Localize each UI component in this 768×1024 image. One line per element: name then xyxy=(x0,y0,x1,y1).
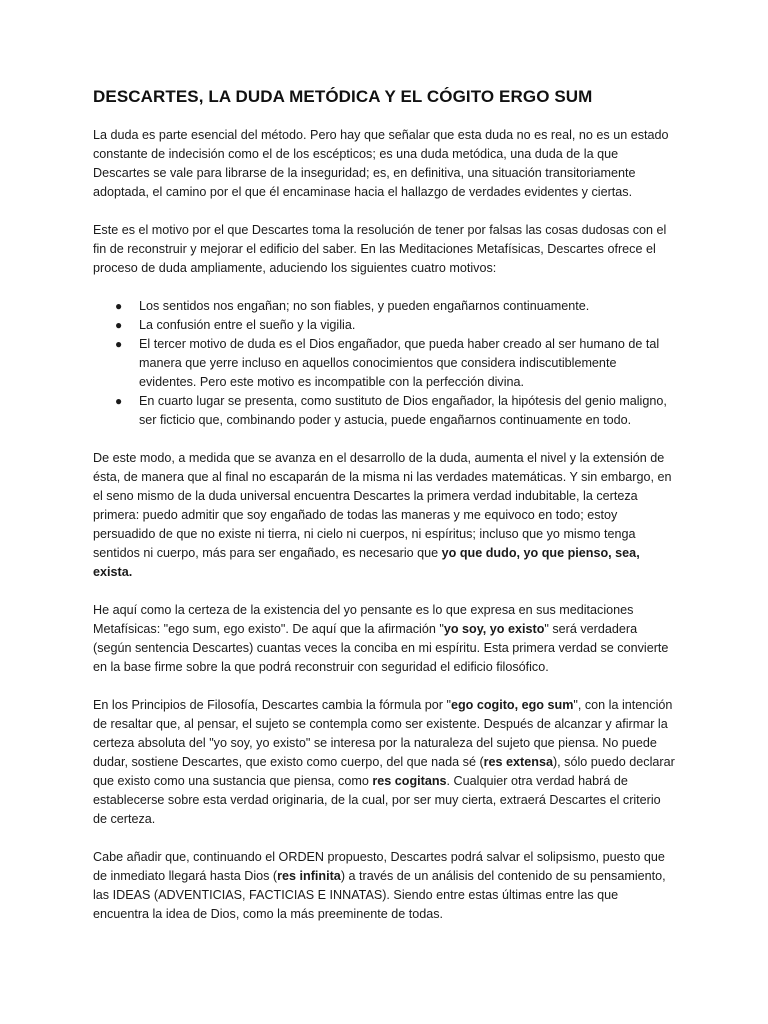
bullet-icon: ● xyxy=(115,318,123,332)
paragraph-5-bold-1: ego cogito, ego sum xyxy=(450,698,574,712)
paragraph-6-bold: res infinita xyxy=(277,869,341,883)
list-item xyxy=(93,392,677,430)
paragraph-4 xyxy=(93,601,677,677)
motives-list xyxy=(93,297,677,430)
paragraph-3 xyxy=(93,449,677,582)
paragraph-5-text-c: ), sólo puedo declarar que existo como una sustancia que piensa, como xyxy=(93,755,675,788)
list-item-text: La confusión entre el sueño y la vigilia. xyxy=(139,318,356,332)
list-item-text: En cuarto lugar se presenta, como sustituto de Dios engañador, la hipótesis del genio maligno, ser ficticio que, combinando poder y astucia, puede engañarnos continuamente en todo. xyxy=(139,394,667,427)
paragraph-3-bold: yo que dudo, yo que pienso, sea, exista. xyxy=(93,546,640,579)
paragraph-3-text: De este modo, a medida que se avanza en el desarrollo de la duda, aumenta el nivel y la extensión de ésta, de manera que al final no escaparán de la misma ni las verdades matemáticas. Y sin embargo, en el seno mismo de la duda universal encuentra Descartes la primera verdad indubitable, la certeza primera: puedo admitir que soy engañado de todas las maneras y me equivoco en todo; estoy persuadido de que no existe ni tierra, ni cielo ni cuerpos, ni espíritus; incluso que yo mismo tenga sentidos ni cuerpo, más para ser engañado, es necesario que xyxy=(93,451,672,560)
paragraph-4-text-a: He aquí como la certeza de la existencia del yo pensante es lo que expresa en sus meditaciones Metafísicas: "ego sum, ego existo". De aquí que la afirmación " xyxy=(93,603,634,636)
list-item xyxy=(93,297,677,316)
document-title: DESCARTES, LA DUDA METÓDICA Y EL CÓGITO ERGO SUM xyxy=(93,87,593,106)
paragraph-6-text-b: ) a través de un análisis del contenido de su pensamiento, las IDEAS (ADVENTICIAS, FACTICIAS E INNATAS). Siendo entre estas últimas entre las que encuentra la idea de Dios, como la más preeminente de todas. xyxy=(93,869,666,921)
paragraph-5-bold-3: res cogitans xyxy=(372,774,447,788)
list-item xyxy=(93,335,677,392)
list-item-text: El tercer motivo de duda es el Dios engañador, que pueda haber creado al ser humano de tal manera que yerre incluso en aquellos conocimientos que considera indiscutiblemente evidentes. Pero este motivo es incompatible con la perfección divina. xyxy=(139,337,660,389)
paragraph-5-text-a: En los Principios de Filosofía, Descartes cambia la fórmula por " xyxy=(93,698,451,712)
paragraph-2: Este es el motivo por el que Descartes toma la resolución de tener por falsas las cosas dudosas con el fin de reconstruir y mejorar el edificio del saber. En las Meditaciones Metafísicas, Descartes ofrece el proceso de duda ampliamente, aduciendo los siguientes cuatro motivos: xyxy=(93,223,667,275)
paragraph-5 xyxy=(93,696,677,829)
bullet-icon: ● xyxy=(115,337,123,351)
bullet-icon: ● xyxy=(115,394,123,408)
paragraph-4-text-b: " será verdadera (según sentencia Descartes) cuantas veces la conciba en mi espíritu. Esta primera verdad se convierte en la base firme sobre la que podrá reconstruir con seguridad el edificio filosófico. xyxy=(93,622,669,674)
paragraph-5-bold-2: res extensa xyxy=(483,755,553,769)
document-page xyxy=(93,86,677,943)
paragraph-5-text-b: ", con la intención de resaltar que, al pensar, el sujeto se contempla como ser existente. Después de alcanzar y afirmar la certeza absoluta del "yo soy, yo existo" se interesa por la naturaleza del sujeto que piensa. No puede dudar, sostiene Descartes, que existo como cuerpo, del que nada sé ( xyxy=(93,698,673,769)
list-item-text: Los sentidos nos engañan; no son fiables, y pueden engañarnos continuamente. xyxy=(139,299,590,313)
paragraph-6-text-a: Cabe añadir que, continuando el ORDEN propuesto, Descartes podrá salvar el solipsismo, puesto que de inmediato llegará hasta Dios ( xyxy=(93,850,665,883)
bullet-icon: ● xyxy=(115,299,123,313)
list-item xyxy=(93,316,677,335)
paragraph-5-text-d: . Cualquier otra verdad habrá de establecerse sobre esta verdad originaria, de la cual, por ser muy cierta, extraerá Descartes el criterio de certeza. xyxy=(93,774,661,826)
paragraph-6 xyxy=(93,848,677,924)
paragraph-1: La duda es parte esencial del método. Pero hay que señalar que esta duda no es real, no es un estado constante de indecisión como el de los escépticos; es una duda metódica, una duda de la que Descartes se vale para librarse de la inseguridad; es, en definitiva, una situación transitoriamente adoptada, el camino por el que él encaminase hacia el hallazgo de verdades evidentes y ciertas. xyxy=(93,128,669,199)
paragraph-4-bold: yo soy, yo existo xyxy=(443,622,545,636)
